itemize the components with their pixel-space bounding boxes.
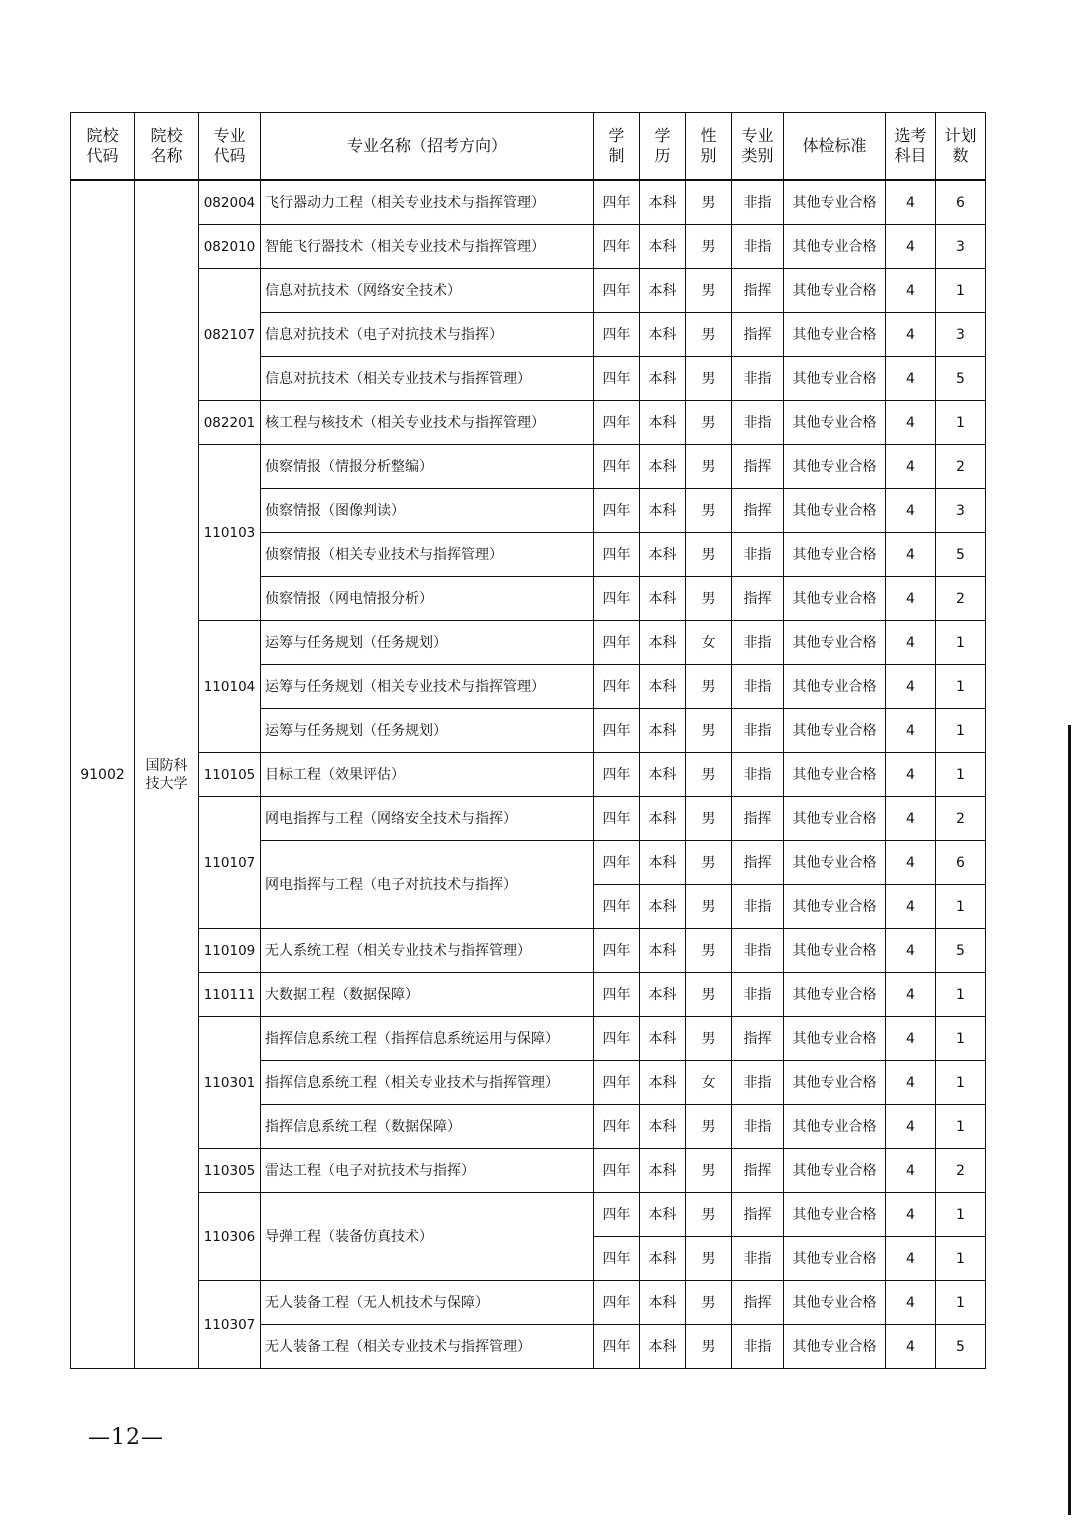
category-cell: 指挥 bbox=[732, 269, 784, 313]
gender-cell: 男 bbox=[686, 1237, 732, 1281]
header-row bbox=[71, 113, 986, 181]
major-name-cell: 网电指挥与工程（电子对抗技术与指挥） bbox=[261, 841, 594, 929]
major-code-cell: 110105 bbox=[199, 753, 261, 797]
major-name-cell: 运筹与任务规划（任务规划） bbox=[261, 709, 594, 753]
physical-standard-cell: 其他专业合格 bbox=[784, 885, 886, 929]
duration-cell: 四年 bbox=[594, 180, 640, 225]
plan-count-cell: 5 bbox=[936, 929, 986, 973]
category-cell: 非指 bbox=[732, 665, 784, 709]
degree-cell: 本科 bbox=[640, 753, 686, 797]
physical-standard-cell: 其他专业合格 bbox=[784, 1193, 886, 1237]
subjects-cell: 4 bbox=[886, 357, 936, 401]
physical-standard-cell: 其他专业合格 bbox=[784, 1105, 886, 1149]
degree-cell: 本科 bbox=[640, 577, 686, 621]
degree-cell: 本科 bbox=[640, 709, 686, 753]
major-name-cell: 运筹与任务规划（任务规划） bbox=[261, 621, 594, 665]
degree-cell: 本科 bbox=[640, 973, 686, 1017]
gender-cell: 男 bbox=[686, 445, 732, 489]
enrollment-plan-table bbox=[70, 112, 986, 1369]
gender-cell: 男 bbox=[686, 709, 732, 753]
major-name-cell: 信息对抗技术（网络安全技术） bbox=[261, 269, 594, 313]
physical-standard-cell: 其他专业合格 bbox=[784, 797, 886, 841]
gender-cell: 男 bbox=[686, 225, 732, 269]
subjects-cell: 4 bbox=[886, 577, 936, 621]
table-row bbox=[71, 401, 986, 445]
physical-standard-cell: 其他专业合格 bbox=[784, 1017, 886, 1061]
subjects-cell: 4 bbox=[886, 269, 936, 313]
duration-cell: 四年 bbox=[594, 1061, 640, 1105]
header-major-code: 专业 代码 bbox=[199, 113, 261, 181]
physical-standard-cell: 其他专业合格 bbox=[784, 577, 886, 621]
physical-standard-cell: 其他专业合格 bbox=[784, 973, 886, 1017]
physical-standard-cell: 其他专业合格 bbox=[784, 709, 886, 753]
plan-count-cell: 1 bbox=[936, 1017, 986, 1061]
gender-cell: 男 bbox=[686, 1149, 732, 1193]
plan-count-cell: 6 bbox=[936, 841, 986, 885]
physical-standard-cell: 其他专业合格 bbox=[784, 489, 886, 533]
table-row bbox=[71, 797, 986, 841]
duration-cell: 四年 bbox=[594, 1105, 640, 1149]
plan-count-cell: 1 bbox=[936, 269, 986, 313]
plan-count-cell: 3 bbox=[936, 313, 986, 357]
duration-cell: 四年 bbox=[594, 577, 640, 621]
subjects-cell: 4 bbox=[886, 180, 936, 225]
duration-cell: 四年 bbox=[594, 533, 640, 577]
plan-count-cell: 5 bbox=[936, 357, 986, 401]
duration-cell: 四年 bbox=[594, 973, 640, 1017]
duration-cell: 四年 bbox=[594, 1193, 640, 1237]
major-name-cell: 运筹与任务规划（相关专业技术与指挥管理） bbox=[261, 665, 594, 709]
degree-cell: 本科 bbox=[640, 1193, 686, 1237]
subjects-cell: 4 bbox=[886, 665, 936, 709]
subjects-cell: 4 bbox=[886, 797, 936, 841]
major-name-cell: 导弹工程（装备仿真技术） bbox=[261, 1193, 594, 1281]
table-row bbox=[71, 1193, 986, 1237]
plan-count-cell: 6 bbox=[936, 180, 986, 225]
gender-cell: 男 bbox=[686, 973, 732, 1017]
gender-cell: 男 bbox=[686, 313, 732, 357]
table-body bbox=[71, 180, 986, 1369]
physical-standard-cell: 其他专业合格 bbox=[784, 1149, 886, 1193]
major-code-cell: 110104 bbox=[199, 621, 261, 753]
degree-cell: 本科 bbox=[640, 929, 686, 973]
category-cell: 非指 bbox=[732, 225, 784, 269]
physical-standard-cell: 其他专业合格 bbox=[784, 225, 886, 269]
subjects-cell: 4 bbox=[886, 1017, 936, 1061]
table-row bbox=[71, 929, 986, 973]
header-major-name: 专业名称（招考方向） bbox=[261, 113, 594, 181]
subjects-cell: 4 bbox=[886, 973, 936, 1017]
category-cell: 非指 bbox=[732, 973, 784, 1017]
plan-count-cell: 2 bbox=[936, 797, 986, 841]
major-name-cell: 侦察情报（网电情报分析） bbox=[261, 577, 594, 621]
subjects-cell: 4 bbox=[886, 1237, 936, 1281]
major-name-cell: 无人系统工程（相关专业技术与指挥管理） bbox=[261, 929, 594, 973]
plan-count-cell: 5 bbox=[936, 1325, 986, 1369]
duration-cell: 四年 bbox=[594, 1149, 640, 1193]
major-name-cell: 信息对抗技术（相关专业技术与指挥管理） bbox=[261, 357, 594, 401]
category-cell: 非指 bbox=[732, 401, 784, 445]
plan-count-cell: 2 bbox=[936, 445, 986, 489]
right-edge-mark bbox=[1068, 725, 1071, 1515]
category-cell: 非指 bbox=[732, 180, 784, 225]
major-code-cell: 110107 bbox=[199, 797, 261, 929]
plan-count-cell: 1 bbox=[936, 1193, 986, 1237]
category-cell: 非指 bbox=[732, 357, 784, 401]
plan-count-cell: 1 bbox=[936, 885, 986, 929]
category-cell: 指挥 bbox=[732, 1149, 784, 1193]
major-name-cell: 雷达工程（电子对抗技术与指挥） bbox=[261, 1149, 594, 1193]
plan-count-cell: 2 bbox=[936, 1149, 986, 1193]
category-cell: 非指 bbox=[732, 1325, 784, 1369]
degree-cell: 本科 bbox=[640, 313, 686, 357]
duration-cell: 四年 bbox=[594, 225, 640, 269]
category-cell: 非指 bbox=[732, 709, 784, 753]
major-code-cell: 110306 bbox=[199, 1193, 261, 1281]
category-cell: 指挥 bbox=[732, 1017, 784, 1061]
major-name-cell: 侦察情报（图像判读） bbox=[261, 489, 594, 533]
duration-cell: 四年 bbox=[594, 665, 640, 709]
header-duration: 学 制 bbox=[594, 113, 640, 181]
major-name-cell: 智能飞行器技术（相关专业技术与指挥管理） bbox=[261, 225, 594, 269]
header-subjects: 选考 科目 bbox=[886, 113, 936, 181]
gender-cell: 男 bbox=[686, 533, 732, 577]
duration-cell: 四年 bbox=[594, 621, 640, 665]
plan-count-cell: 3 bbox=[936, 225, 986, 269]
degree-cell: 本科 bbox=[640, 269, 686, 313]
table-row bbox=[71, 1149, 986, 1193]
category-cell: 指挥 bbox=[732, 1281, 784, 1325]
table-row bbox=[71, 445, 986, 489]
major-code-cell: 082010 bbox=[199, 225, 261, 269]
major-name-cell: 大数据工程（数据保障） bbox=[261, 973, 594, 1017]
plan-count-cell: 1 bbox=[936, 973, 986, 1017]
major-code-cell: 110305 bbox=[199, 1149, 261, 1193]
school-code-cell: 91002 bbox=[71, 180, 135, 1369]
table-row bbox=[71, 621, 986, 665]
category-cell: 指挥 bbox=[732, 797, 784, 841]
subjects-cell: 4 bbox=[886, 885, 936, 929]
gender-cell: 男 bbox=[686, 1193, 732, 1237]
degree-cell: 本科 bbox=[640, 797, 686, 841]
duration-cell: 四年 bbox=[594, 1325, 640, 1369]
gender-cell: 女 bbox=[686, 1061, 732, 1105]
degree-cell: 本科 bbox=[640, 1061, 686, 1105]
category-cell: 非指 bbox=[732, 1105, 784, 1149]
subjects-cell: 4 bbox=[886, 445, 936, 489]
physical-standard-cell: 其他专业合格 bbox=[784, 1061, 886, 1105]
major-code-cell: 110301 bbox=[199, 1017, 261, 1149]
major-code-cell: 110103 bbox=[199, 445, 261, 621]
category-cell: 非指 bbox=[732, 885, 784, 929]
plan-count-cell: 2 bbox=[936, 577, 986, 621]
category-cell: 指挥 bbox=[732, 489, 784, 533]
page-number: —12— bbox=[88, 1425, 164, 1450]
physical-standard-cell: 其他专业合格 bbox=[784, 313, 886, 357]
subjects-cell: 4 bbox=[886, 753, 936, 797]
major-name-cell: 飞行器动力工程（相关专业技术与指挥管理） bbox=[261, 180, 594, 225]
degree-cell: 本科 bbox=[640, 885, 686, 929]
physical-standard-cell: 其他专业合格 bbox=[784, 357, 886, 401]
major-name-cell: 无人装备工程（无人机技术与保障） bbox=[261, 1281, 594, 1325]
gender-cell: 男 bbox=[686, 1017, 732, 1061]
major-name-cell: 指挥信息系统工程（指挥信息系统运用与保障） bbox=[261, 1017, 594, 1061]
gender-cell: 男 bbox=[686, 1325, 732, 1369]
subjects-cell: 4 bbox=[886, 1281, 936, 1325]
duration-cell: 四年 bbox=[594, 797, 640, 841]
degree-cell: 本科 bbox=[640, 1105, 686, 1149]
subjects-cell: 4 bbox=[886, 1105, 936, 1149]
plan-count-cell: 1 bbox=[936, 753, 986, 797]
degree-cell: 本科 bbox=[640, 621, 686, 665]
category-cell: 非指 bbox=[732, 1061, 784, 1105]
physical-standard-cell: 其他专业合格 bbox=[784, 665, 886, 709]
physical-standard-cell: 其他专业合格 bbox=[784, 445, 886, 489]
gender-cell: 男 bbox=[686, 357, 732, 401]
header-school-code: 院校 代码 bbox=[71, 113, 135, 181]
plan-count-cell: 1 bbox=[936, 621, 986, 665]
category-cell: 非指 bbox=[732, 621, 784, 665]
gender-cell: 男 bbox=[686, 929, 732, 973]
major-name-cell: 核工程与核技术（相关专业技术与指挥管理） bbox=[261, 401, 594, 445]
table-row bbox=[71, 180, 986, 225]
duration-cell: 四年 bbox=[594, 1281, 640, 1325]
major-code-cell: 082201 bbox=[199, 401, 261, 445]
gender-cell: 男 bbox=[686, 665, 732, 709]
category-cell: 指挥 bbox=[732, 313, 784, 357]
degree-cell: 本科 bbox=[640, 1149, 686, 1193]
duration-cell: 四年 bbox=[594, 929, 640, 973]
degree-cell: 本科 bbox=[640, 665, 686, 709]
degree-cell: 本科 bbox=[640, 401, 686, 445]
school-name-cell: 国防科 技大学 bbox=[135, 180, 199, 1369]
physical-standard-cell: 其他专业合格 bbox=[784, 180, 886, 225]
plan-count-cell: 1 bbox=[936, 1237, 986, 1281]
physical-standard-cell: 其他专业合格 bbox=[784, 1237, 886, 1281]
plan-count-cell: 1 bbox=[936, 1281, 986, 1325]
major-code-cell: 110111 bbox=[199, 973, 261, 1017]
table-row bbox=[71, 753, 986, 797]
subjects-cell: 4 bbox=[886, 489, 936, 533]
subjects-cell: 4 bbox=[886, 1061, 936, 1105]
category-cell: 指挥 bbox=[732, 1193, 784, 1237]
category-cell: 指挥 bbox=[732, 841, 784, 885]
degree-cell: 本科 bbox=[640, 841, 686, 885]
category-cell: 非指 bbox=[732, 533, 784, 577]
gender-cell: 男 bbox=[686, 401, 732, 445]
duration-cell: 四年 bbox=[594, 269, 640, 313]
physical-standard-cell: 其他专业合格 bbox=[784, 401, 886, 445]
major-name-cell: 网电指挥与工程（网络安全技术与指挥） bbox=[261, 797, 594, 841]
degree-cell: 本科 bbox=[640, 1017, 686, 1061]
physical-standard-cell: 其他专业合格 bbox=[784, 269, 886, 313]
header-degree: 学 历 bbox=[640, 113, 686, 181]
subjects-cell: 4 bbox=[886, 1325, 936, 1369]
major-name-cell: 目标工程（效果评估） bbox=[261, 753, 594, 797]
duration-cell: 四年 bbox=[594, 357, 640, 401]
plan-count-cell: 3 bbox=[936, 489, 986, 533]
gender-cell: 男 bbox=[686, 489, 732, 533]
category-cell: 指挥 bbox=[732, 445, 784, 489]
table-row bbox=[71, 269, 986, 313]
plan-count-cell: 1 bbox=[936, 665, 986, 709]
physical-standard-cell: 其他专业合格 bbox=[784, 533, 886, 577]
gender-cell: 男 bbox=[686, 797, 732, 841]
header-plan: 计划 数 bbox=[936, 113, 986, 181]
category-cell: 非指 bbox=[732, 1237, 784, 1281]
degree-cell: 本科 bbox=[640, 533, 686, 577]
gender-cell: 男 bbox=[686, 1281, 732, 1325]
table-row bbox=[71, 1281, 986, 1325]
subjects-cell: 4 bbox=[886, 841, 936, 885]
degree-cell: 本科 bbox=[640, 1237, 686, 1281]
subjects-cell: 4 bbox=[886, 313, 936, 357]
duration-cell: 四年 bbox=[594, 401, 640, 445]
gender-cell: 男 bbox=[686, 885, 732, 929]
subjects-cell: 4 bbox=[886, 225, 936, 269]
table-row bbox=[71, 1017, 986, 1061]
major-name-cell: 侦察情报（情报分析整编） bbox=[261, 445, 594, 489]
duration-cell: 四年 bbox=[594, 313, 640, 357]
major-code-cell: 110307 bbox=[199, 1281, 261, 1369]
physical-standard-cell: 其他专业合格 bbox=[784, 1325, 886, 1369]
major-code-cell: 110109 bbox=[199, 929, 261, 973]
physical-standard-cell: 其他专业合格 bbox=[784, 1281, 886, 1325]
gender-cell: 男 bbox=[686, 577, 732, 621]
duration-cell: 四年 bbox=[594, 1017, 640, 1061]
degree-cell: 本科 bbox=[640, 1325, 686, 1369]
header-physical: 体检标准 bbox=[784, 113, 886, 181]
header-school-name: 院校 名称 bbox=[135, 113, 199, 181]
header-gender: 性 别 bbox=[686, 113, 732, 181]
category-cell: 非指 bbox=[732, 753, 784, 797]
physical-standard-cell: 其他专业合格 bbox=[784, 929, 886, 973]
plan-count-cell: 1 bbox=[936, 401, 986, 445]
subjects-cell: 4 bbox=[886, 621, 936, 665]
subjects-cell: 4 bbox=[886, 1149, 936, 1193]
major-name-cell: 侦察情报（相关专业技术与指挥管理） bbox=[261, 533, 594, 577]
table-row bbox=[71, 973, 986, 1017]
subjects-cell: 4 bbox=[886, 533, 936, 577]
duration-cell: 四年 bbox=[594, 445, 640, 489]
duration-cell: 四年 bbox=[594, 885, 640, 929]
physical-standard-cell: 其他专业合格 bbox=[784, 621, 886, 665]
degree-cell: 本科 bbox=[640, 180, 686, 225]
plan-count-cell: 5 bbox=[936, 533, 986, 577]
major-name-cell: 信息对抗技术（电子对抗技术与指挥） bbox=[261, 313, 594, 357]
gender-cell: 男 bbox=[686, 753, 732, 797]
gender-cell: 男 bbox=[686, 180, 732, 225]
subjects-cell: 4 bbox=[886, 1193, 936, 1237]
subjects-cell: 4 bbox=[886, 401, 936, 445]
degree-cell: 本科 bbox=[640, 1281, 686, 1325]
physical-standard-cell: 其他专业合格 bbox=[784, 753, 886, 797]
major-code-cell: 082107 bbox=[199, 269, 261, 401]
duration-cell: 四年 bbox=[594, 709, 640, 753]
gender-cell: 男 bbox=[686, 1105, 732, 1149]
duration-cell: 四年 bbox=[594, 1237, 640, 1281]
plan-count-cell: 1 bbox=[936, 1105, 986, 1149]
header-category: 专业 类别 bbox=[732, 113, 784, 181]
major-name-cell: 无人装备工程（相关专业技术与指挥管理） bbox=[261, 1325, 594, 1369]
gender-cell: 男 bbox=[686, 269, 732, 313]
major-code-cell: 082004 bbox=[199, 180, 261, 225]
subjects-cell: 4 bbox=[886, 709, 936, 753]
duration-cell: 四年 bbox=[594, 753, 640, 797]
gender-cell: 男 bbox=[686, 841, 732, 885]
table-row bbox=[71, 225, 986, 269]
duration-cell: 四年 bbox=[594, 489, 640, 533]
degree-cell: 本科 bbox=[640, 489, 686, 533]
category-cell: 指挥 bbox=[732, 577, 784, 621]
degree-cell: 本科 bbox=[640, 357, 686, 401]
gender-cell: 女 bbox=[686, 621, 732, 665]
plan-count-cell: 1 bbox=[936, 1061, 986, 1105]
degree-cell: 本科 bbox=[640, 445, 686, 489]
subjects-cell: 4 bbox=[886, 929, 936, 973]
degree-cell: 本科 bbox=[640, 225, 686, 269]
plan-count-cell: 1 bbox=[936, 709, 986, 753]
major-name-cell: 指挥信息系统工程（相关专业技术与指挥管理） bbox=[261, 1061, 594, 1105]
duration-cell: 四年 bbox=[594, 841, 640, 885]
major-name-cell: 指挥信息系统工程（数据保障） bbox=[261, 1105, 594, 1149]
physical-standard-cell: 其他专业合格 bbox=[784, 841, 886, 885]
category-cell: 非指 bbox=[732, 929, 784, 973]
